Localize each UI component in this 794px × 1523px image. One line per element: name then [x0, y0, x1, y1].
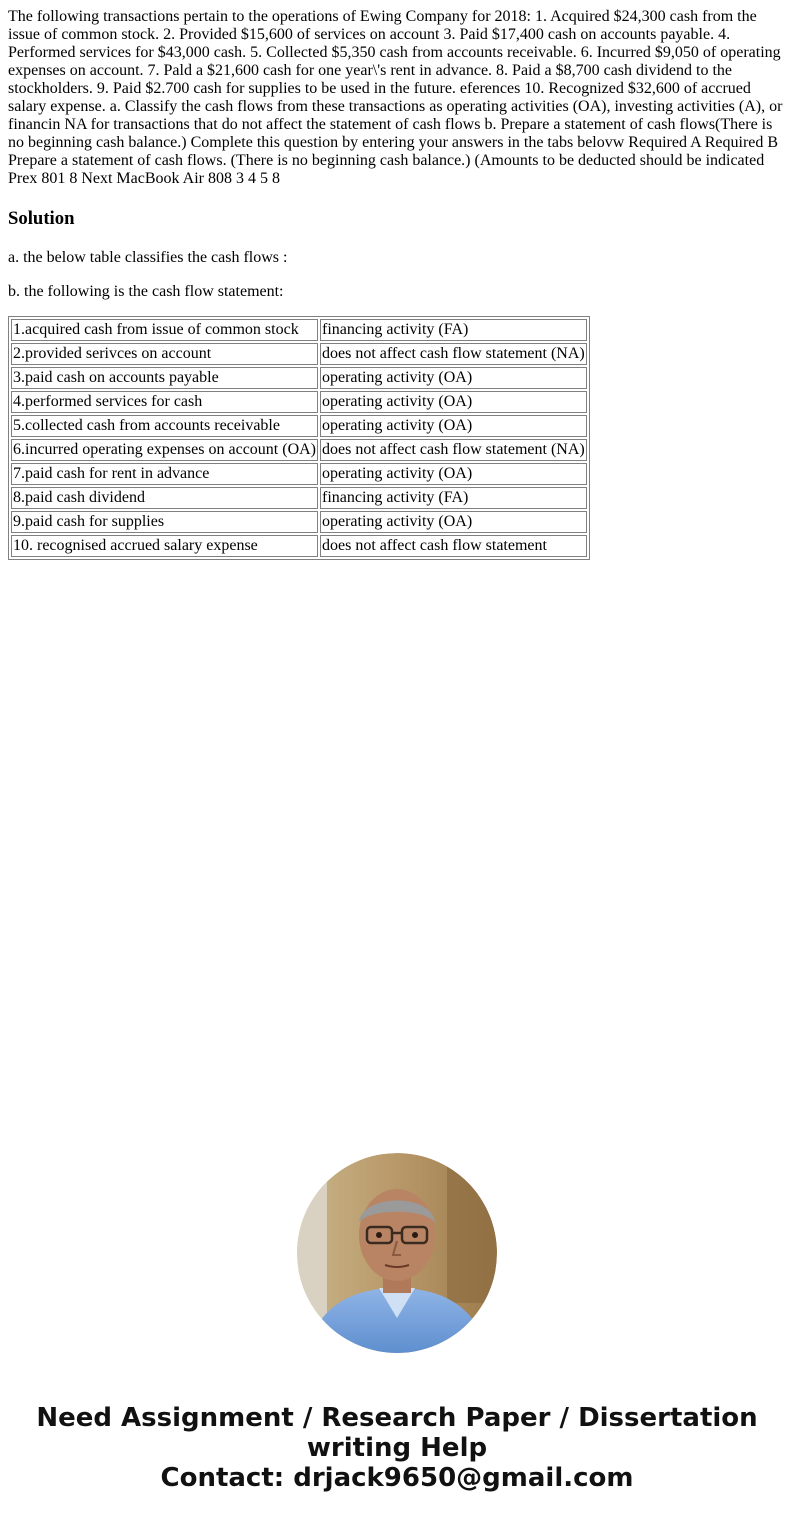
solution-line-b: b. the following is the cash flow statement:	[8, 283, 284, 300]
promo-footer	[0, 1153, 794, 1493]
table-row	[11, 535, 587, 557]
transaction-cell: 4.performed services for cash	[11, 391, 318, 413]
solution-heading: Solution	[8, 208, 75, 229]
transaction-cell: 8.paid cash dividend	[11, 487, 318, 509]
classification-cell: does not affect cash flow statement (NA)	[320, 343, 587, 365]
classification-cell: does not affect cash flow statement (NA)	[320, 439, 587, 461]
table-row	[11, 463, 587, 485]
document-body	[8, 8, 786, 560]
question-text: The following transactions pertain to the operations of Ewing Company for 2018: 1. Acquired $24,300 cash from the issue of common stock. 2. Provided $15,600 of services on account 3. Paid $17,400 cash on accounts payable. 4. Performed services for $43,000 cash. 5. Collected $5,350 cash from accounts receivable. 6. Incurred $9,050 of operating expenses on account. 7. Pald a $21,600 cash for one year\'s rent in advance. 8. Paid a $8,700 cash dividend to the stockholders. 9. Paid $2.700 cash for supplies to be used in the future. eferences 10. Recognized $32,600 of accrued salary expense. a. Classify the cash flows from these transactions as operating activities (OA), investing activities (A), or financin NA for transactions that do not affect the statement of cash flows b. Prepare a statement of cash flows(There is no beginning cash balance.) Complete this question by entering your answers in the tabs belovw Required A Required B Prepare a statement of cash flows. (There is no beginning cash balance.) (Amounts to be deducted should be indicated Prex 801 8 Next MacBook Air 808 3 4 5 8	[8, 8, 783, 187]
table-row	[11, 367, 587, 389]
table-row	[11, 487, 587, 509]
transaction-cell: 10. recognised accrued salary expense	[11, 535, 318, 557]
table-row	[11, 439, 587, 461]
promo-contact: Contact: drjack9650@gmail.com	[160, 1463, 634, 1493]
promo-line-2: writing Help	[306, 1433, 488, 1463]
table-row	[11, 415, 587, 437]
classification-cell: operating activity (OA)	[320, 511, 587, 533]
promo-text	[0, 1403, 794, 1493]
classification-cell: operating activity (OA)	[320, 415, 587, 437]
transaction-cell: 7.paid cash for rent in advance	[11, 463, 318, 485]
table-row	[11, 391, 587, 413]
classification-cell: operating activity (OA)	[320, 463, 587, 485]
table-row	[11, 511, 587, 533]
transaction-cell: 2.provided serivces on account	[11, 343, 318, 365]
classification-cell: financing activity (FA)	[320, 319, 587, 341]
avatar	[297, 1153, 497, 1353]
table-row	[11, 343, 587, 365]
transaction-cell: 9.paid cash for supplies	[11, 511, 318, 533]
transaction-cell: 3.paid cash on accounts payable	[11, 367, 318, 389]
table-row	[11, 319, 587, 341]
solution-line-a: a. the below table classifies the cash flows :	[8, 249, 288, 266]
transaction-cell: 6.incurred operating expenses on account (OA)	[11, 439, 318, 461]
promo-line-1: Need Assignment / Research Paper / Dissertation	[36, 1403, 758, 1433]
classification-cell: operating activity (OA)	[320, 391, 587, 413]
classification-cell: financing activity (FA)	[320, 487, 587, 509]
classification-cell: operating activity (OA)	[320, 367, 587, 389]
cash-flow-classification-table	[8, 316, 590, 560]
transaction-cell: 1.acquired cash from issue of common stock	[11, 319, 318, 341]
classification-cell: does not affect cash flow statement	[320, 535, 587, 557]
transaction-cell: 5.collected cash from accounts receivable	[11, 415, 318, 437]
